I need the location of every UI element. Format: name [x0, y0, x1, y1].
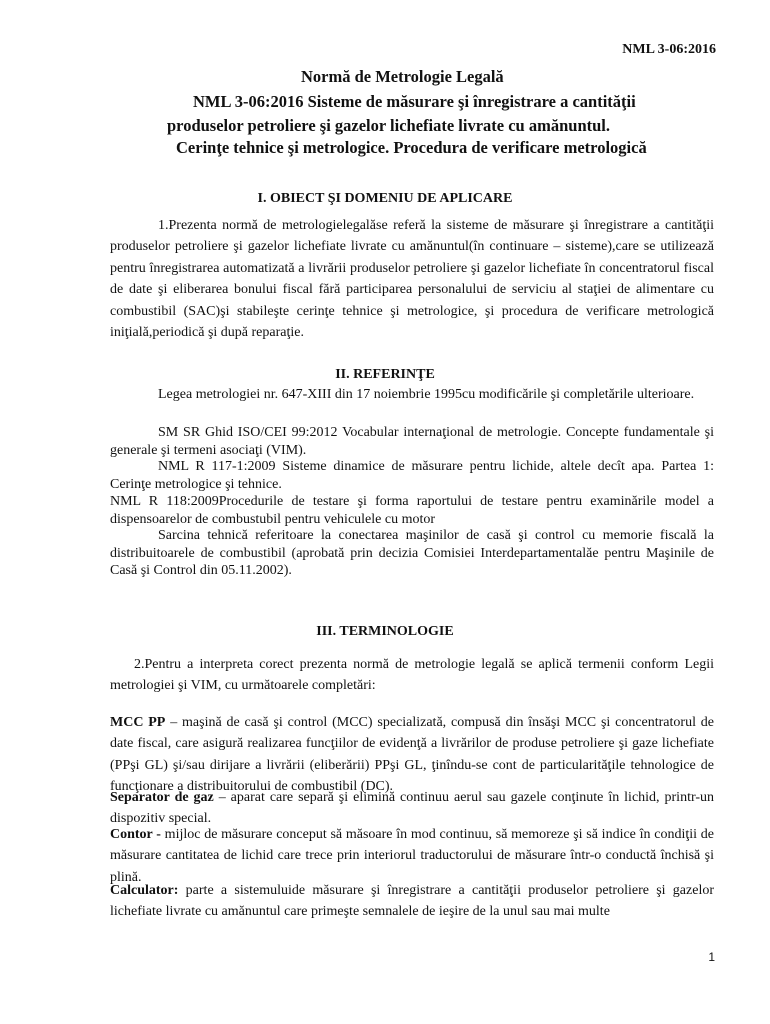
- title-line-1: Normă de Metrologie Legală: [301, 67, 504, 86]
- paragraph-2: 2.Pentru a interpreta corect prezenta normă de metrologie legală se aplică termenii conform Legii metrologiei şi VIM, cu următoarele completări:: [110, 657, 714, 694]
- section-2-heading: II. REFERINŢE: [335, 367, 435, 382]
- title-line-2: NML 3-06:2016 Sisteme de măsurare şi înregistrare a cantităţii: [193, 92, 636, 111]
- term-calculator: [110, 880, 714, 923]
- term-definition: mijloc de măsurare conceput să măsoare în mod continuu, să memoreze şi să indice în condiţii de măsurare cantitatea de lichid care trece prin interiorul traductorului de măsurare într-o conductă închisă şi plină.: [110, 827, 714, 885]
- page-number: 1: [708, 950, 715, 964]
- section-1-heading: I. OBIECT ŞI DOMENIU DE APLICARE: [257, 191, 513, 206]
- reference-3: NML R 117-1:2009 Sisteme dinamice de măsurare pentru lichide, altele decît apa. Partea 1: Cerinţe metrologice şi tehnice.: [110, 459, 714, 492]
- term-definition: – aparat care separă şi elimină continuu aerul sau gazele conţinute în lichid, printr-un dispozitiv special.: [110, 790, 714, 827]
- term-name: Separator de gaz: [110, 790, 214, 805]
- reference-2: SM SR Ghid ISO/CEI 99:2012 Vocabular internaţional de metrologie. Concepte fundamentale şi generale şi termeni asociaţi (VIM).: [110, 425, 714, 458]
- document-code: NML 3-06:2016: [622, 42, 716, 57]
- title-line-4: Cerinţe tehnice şi metrologice. Procedura de verificare metrologică: [176, 138, 647, 157]
- term-name: MCC PP: [110, 715, 166, 730]
- term-name: Calculator:: [110, 883, 179, 898]
- term-definition: – maşină de casă şi control (MCC) specializată, compusă din însăşi MCC şi concentratorul de date fiscal, care asigură realizarea funcţiilor de evidenţă a livrărilor de produse petroliere şi gaze lichefiate (PPşi GL) şi/sau dirijare a livrării (eliberării) PPşi GL, ţinîndu-se cont de particularităţile tehnologice de funcţionare a distribuitorului de combustibil (DC).: [110, 715, 714, 795]
- reference-4: NML R 118:2009Procedurile de testare şi forma raportului de testare pentru examinările model a dispensoarelor de combustubil pentru vehiculele cu motor: [110, 494, 714, 527]
- reference-1: Legea metrologiei nr. 647-XIII din 17 noiembrie 1995cu modificările şi completările ulterioare.: [158, 387, 695, 402]
- section-3-heading: III. TERMINOLOGIE: [316, 624, 454, 639]
- title-line-3: produselor petroliere şi gazelor lichefiate livrate cu amănuntul.: [167, 116, 611, 135]
- reference-5: Sarcina tehnică referitoare la conectarea maşinilor de casă şi control cu memorie fiscală la distribuitoarele de combustibil (aprobată prin decizia Comisiei Interdepartamentalăe pentru Maşinile de Casă şi Control din 05.11.2002).: [110, 528, 714, 578]
- paragraph-1: 1.Prezenta normă de metrologielegalăse referă la sisteme de măsurare şi înregistrare a cantităţii produselor petroliere şi gazelor lichefiate livrate cu amănuntul(în continuare – sisteme),care se utilizează pentru înregistrarea automatizată a livrării produselor petroliere şi gazelor lichefiate în concentratorul fiscal de date şi eliberarea bonului fiscal fără participarea personalului de serviciu al staţiei de alimentare cu combustibil (SAC)şi stabileşte cerinţe tehnice şi metrologice, şi procedura de verificare metrologică iniţială,periodică şi după reparaţie.: [110, 218, 714, 341]
- term-definition: parte a sistemuluide măsurare şi înregistrare a cantităţii produselor petroliere şi gazelor lichefiate livrate cu amănuntul care primeşte semnalele de ieşire de la unul sau mai multe: [110, 883, 714, 920]
- term-name: Contor -: [110, 827, 161, 842]
- term-mcc-pp: [110, 712, 714, 798]
- term-contor: [110, 824, 714, 888]
